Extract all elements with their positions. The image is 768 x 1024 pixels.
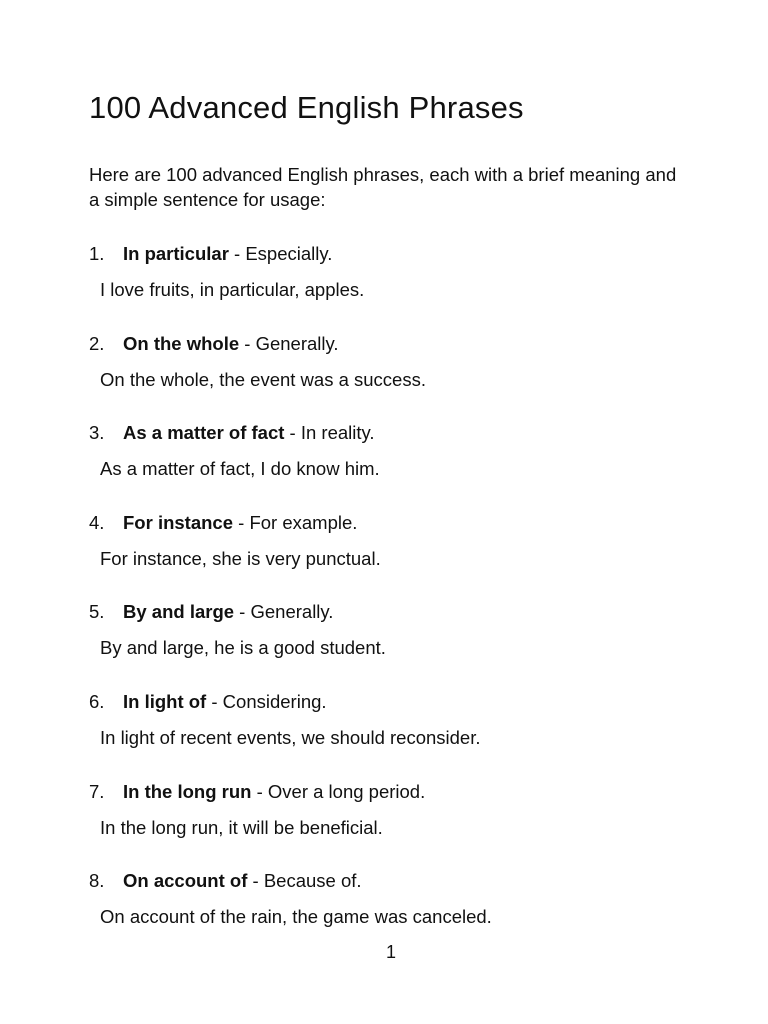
list-item bbox=[89, 330, 709, 420]
list-item bbox=[89, 598, 709, 688]
phrase-meaning: - Especially. bbox=[228, 243, 333, 264]
page-number: 1 bbox=[386, 942, 397, 962]
example-sentence: In the long run, it will be beneficial. bbox=[100, 816, 383, 838]
item-number: 5. bbox=[89, 601, 105, 623]
phrase-line bbox=[89, 867, 362, 895]
intro-paragraph: Here are 100 advanced English phrases, each with a brief meaning and a simple sentence for usage: bbox=[89, 164, 677, 210]
page-title: 100 Advanced English Phrases bbox=[89, 90, 524, 125]
phrase-term: In the long run bbox=[123, 780, 252, 802]
example-sentence: As a matter of fact, I do know him. bbox=[100, 458, 380, 480]
item-number: 8. bbox=[89, 870, 105, 892]
item-number: 1. bbox=[89, 243, 105, 264]
list-item bbox=[89, 867, 709, 957]
list-item bbox=[89, 419, 709, 509]
example-sentence: On the whole, the event was a success. bbox=[100, 368, 426, 390]
phrase-term: For instance bbox=[123, 511, 233, 533]
phrase-meaning: - Generally. bbox=[234, 601, 334, 623]
list-item bbox=[89, 778, 709, 868]
list-item bbox=[89, 688, 709, 778]
phrase-meaning: - Over a long period. bbox=[251, 780, 426, 802]
list-item bbox=[89, 509, 709, 599]
example-sentence: I love fruits, in particular, apples. bbox=[100, 279, 365, 300]
phrase-meaning: - Considering. bbox=[206, 690, 327, 712]
phrase-line bbox=[89, 509, 357, 537]
phrase-meaning: - For example. bbox=[233, 511, 358, 533]
phrase-term: By and large bbox=[123, 601, 235, 623]
example-sentence: In light of recent events, we should reconsider. bbox=[100, 726, 481, 748]
phrase-term: In light of bbox=[123, 690, 207, 712]
phrase-meaning: - In reality. bbox=[284, 422, 375, 444]
phrase-list bbox=[89, 240, 709, 957]
item-number: 2. bbox=[89, 332, 105, 354]
phrase-term: In particular bbox=[123, 243, 229, 264]
example-sentence: On account of the rain, the game was canceled. bbox=[100, 906, 492, 928]
item-number: 4. bbox=[89, 511, 105, 533]
phrase-term: On account of bbox=[123, 870, 248, 892]
phrase-term: As a matter of fact bbox=[123, 422, 285, 444]
phrase-line bbox=[89, 778, 425, 806]
phrase-line bbox=[89, 240, 332, 268]
item-number: 3. bbox=[89, 422, 105, 444]
phrase-line bbox=[89, 688, 327, 716]
example-sentence: For instance, she is very punctual. bbox=[100, 547, 381, 569]
phrase-meaning: - Generally. bbox=[239, 332, 339, 354]
item-number: 6. bbox=[89, 690, 105, 712]
example-sentence: By and large, he is a good student. bbox=[100, 637, 386, 659]
phrase-line bbox=[89, 330, 339, 358]
list-item bbox=[89, 240, 709, 330]
item-number: 7. bbox=[89, 780, 105, 802]
phrase-line bbox=[89, 598, 333, 626]
phrase-term: On the whole bbox=[123, 332, 240, 354]
phrase-meaning: - Because of. bbox=[247, 870, 362, 892]
phrase-line bbox=[89, 419, 375, 447]
